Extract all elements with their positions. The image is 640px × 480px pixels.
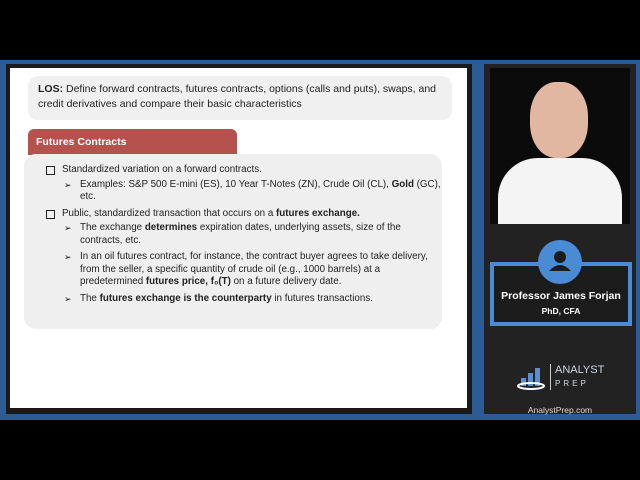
presenter-video: [490, 68, 630, 224]
sub-bullet-item: ➢ Examples: S&P 500 E-mini (ES), 10 Year T-Notes (ZN), Crude Oil (CL), Gold (GC), etc.: [46, 179, 442, 204]
bullet-list: [24, 154, 442, 329]
brand-url: AnalystPrep.com: [527, 405, 593, 415]
bar-chart-logo-icon: [516, 362, 546, 392]
section-header: Futures Contracts: [28, 129, 237, 155]
los-box: [28, 76, 452, 120]
presenter-credentials: PhD, CFA: [541, 306, 581, 316]
bullet-item: Public, standardized transaction that occurs on a futures exchange.: [46, 208, 442, 221]
slide: [10, 68, 467, 408]
analystprep-logo: [516, 362, 606, 396]
presenter-name: Professor James Forjan: [501, 290, 621, 302]
sub-bullet-item: ➢ The futures exchange is the counterparty in futures transactions.: [46, 293, 442, 306]
user-avatar-icon: [538, 240, 582, 284]
los-text: Define forward contracts, futures contracts, options (calls and puts), swaps, and credit derivatives and compare their basic characteristics: [38, 83, 437, 110]
brand-line2: PREP: [555, 379, 589, 388]
brand-line1: ANALYST: [555, 364, 605, 376]
bullet-item: Standardized variation on a forward contracts.: [46, 164, 442, 177]
presenter-head: [530, 82, 588, 158]
los-label: LOS:: [38, 83, 64, 95]
presenter-shirt: [498, 158, 622, 224]
sub-bullet-item: ➢ The exchange determines expiration dates, underlying assets, size of the contracts, etc.: [46, 222, 442, 247]
sub-bullet-item: ➢ In an oil futures contract, for instance, the contract buyer agrees to take delivery, from the seller, a specific quantity of crude oil (e.g., 1000 barrels) at a predetermined futures price, f₀(T) on a future delivery date.: [46, 251, 442, 289]
